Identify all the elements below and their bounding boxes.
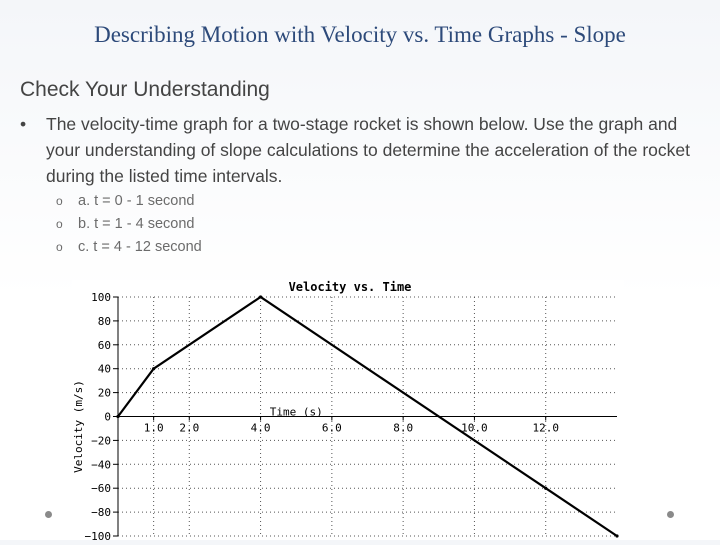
bullet-text: The velocity-time graph for a two-stage rocket is shown below. Use the graph and your understanding of slope calculations to determine the acceleration of the rocket during the listed time intervals.	[46, 114, 690, 186]
data-point	[615, 534, 618, 537]
nav-dot-left[interactable]	[45, 511, 52, 518]
sub-bullet-icon: o	[56, 240, 63, 254]
sub-item-a	[56, 190, 202, 213]
x-axis-label: Time (s)	[269, 405, 323, 419]
data-point	[152, 367, 155, 370]
sub-bullet-icon: o	[56, 217, 63, 231]
x-tick-label: 8.0	[393, 421, 414, 435]
y-tick-label: 60	[97, 338, 111, 352]
bullet-item	[20, 111, 690, 189]
data-point	[259, 295, 262, 298]
y-tick-label: 20	[97, 386, 111, 400]
sub-item-text: a. t = 0 - 1 second	[78, 193, 195, 209]
sub-item-text: b. t = 1 - 4 second	[78, 216, 195, 232]
graph-panel	[72, 280, 624, 540]
sub-item-c	[56, 236, 202, 259]
sub-item-text: c. t = 4 - 12 second	[78, 239, 202, 255]
y-tick-label: −100	[84, 530, 111, 540]
y-tick-label: 40	[97, 362, 111, 376]
y-tick-label: −60	[91, 482, 111, 496]
nav-dot-right[interactable]	[667, 511, 674, 518]
data-point	[544, 487, 547, 490]
y-tick-label: −20	[91, 434, 111, 448]
x-tick-label: 2.0	[179, 421, 200, 435]
bullet-dot: •	[20, 114, 27, 134]
y-axis-label: Velocity (m/s)	[72, 380, 85, 473]
data-point	[116, 415, 119, 418]
x-tick-label: 6.0	[321, 421, 342, 435]
y-tick-label: −80	[91, 506, 111, 520]
slide-title: Describing Motion with Velocity vs. Time Graphs - Slope	[94, 22, 626, 47]
section-heading: Check Your Understanding	[20, 78, 270, 101]
x-tick-label: 12.0	[532, 421, 559, 435]
y-tick-label: 100	[91, 291, 111, 304]
y-tick-label: −40	[91, 458, 111, 472]
x-tick-label: 1.0	[143, 421, 164, 435]
sub-bullet-icon: o	[56, 194, 63, 208]
velocity-time-chart	[72, 280, 624, 540]
chart-title: Velocity vs. Time	[288, 280, 412, 294]
sub-item-b	[56, 213, 202, 236]
y-tick-label: 0	[104, 410, 111, 424]
x-tick-label: 4.0	[250, 421, 271, 435]
y-tick-label: 80	[97, 314, 111, 328]
sub-list	[56, 190, 202, 259]
x-tick-label: 10.0	[461, 421, 488, 435]
